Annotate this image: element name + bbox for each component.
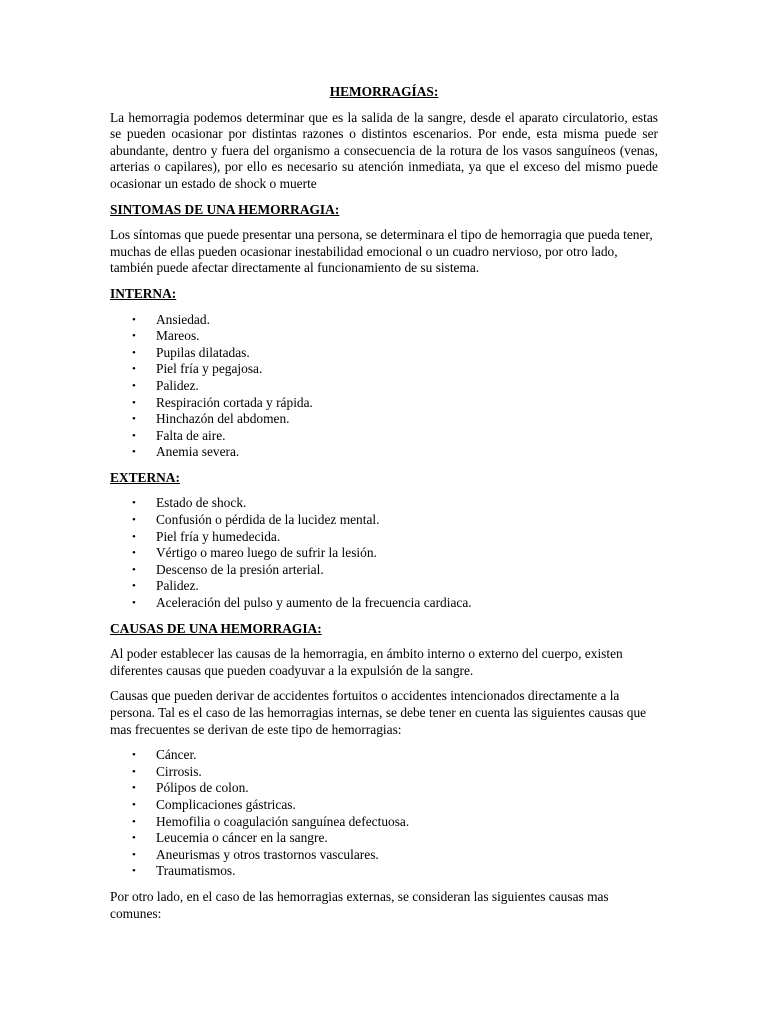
- list-item: • Hinchazón del abdomen.: [132, 411, 290, 427]
- causas-paragraph-3: Por otro lado, en el caso de las hemorragias externas, se consideran las siguientes causas mas comunes:: [110, 888, 609, 921]
- bullet-icon: •: [132, 363, 136, 376]
- list-item: • Pólipos de colon.: [132, 780, 249, 796]
- list-item: • Palidez.: [132, 377, 199, 393]
- list-item: • Piel fría y pegajosa.: [132, 361, 263, 377]
- document-title: HEMORRAGÍAS:: [329, 84, 439, 99]
- list-item: • Confusión o pérdida de la lucidez mental.: [132, 512, 380, 528]
- bullet-icon: •: [132, 832, 136, 845]
- bullet-icon: •: [132, 413, 136, 426]
- bullet-icon: •: [132, 563, 136, 576]
- bullet-icon: •: [132, 313, 136, 326]
- interna-list: [110, 312, 658, 461]
- causas-paragraph-1: Al poder establecer las causas de la hemorragia, en ámbito interno o externo del cuerpo, existen diferentes causas que pueden coadyuvar a la expulsión de la sangre.: [110, 646, 623, 678]
- bullet-icon: •: [132, 497, 136, 510]
- bullet-icon: •: [132, 429, 136, 442]
- list-item: • Leucemia o cáncer en la sangre.: [132, 830, 328, 846]
- bullet-icon: •: [132, 346, 136, 359]
- list-item: • Traumatismos.: [132, 863, 236, 879]
- document-page: [110, 84, 658, 931]
- bullet-icon: •: [132, 330, 136, 343]
- sintomas-heading: SINTOMAS DE UNA HEMORRAGIA:: [110, 201, 340, 217]
- bullet-icon: •: [132, 765, 136, 778]
- list-item: • Aneurismas y otros trastornos vasculares.: [132, 846, 379, 862]
- bullet-icon: •: [132, 547, 136, 560]
- bullet-icon: •: [132, 379, 136, 392]
- list-item: • Ansiedad.: [132, 311, 210, 327]
- bullet-icon: •: [132, 782, 136, 795]
- externa-heading: EXTERNA:: [110, 469, 180, 485]
- causas-list: [110, 747, 658, 880]
- list-item: • Pupilas dilatadas.: [132, 344, 250, 360]
- list-item: • Cirrosis.: [132, 763, 202, 779]
- list-item: • Complicaciones gástricas.: [132, 796, 296, 812]
- interna-heading: INTERNA:: [110, 285, 177, 301]
- list-item: • Aceleración del pulso y aumento de la frecuencia cardiaca.: [132, 595, 472, 611]
- sintomas-paragraph: Los síntomas que puede presentar una persona, se determinara el tipo de hemorragia que pueda tener, muchas de ellas pueden ocasionar inestabilidad emocional o un cuadro nervioso, por otro lado, también puede afectar directamente al funcionamiento de su sistema.: [110, 227, 653, 276]
- list-item: • Anemia severa.: [132, 444, 240, 460]
- externa-list: [110, 495, 658, 611]
- list-item: • Estado de shock.: [132, 495, 247, 511]
- bullet-icon: •: [132, 865, 136, 878]
- causas-paragraph-2: Causas que pueden derivar de accidentes fortuitos o accidentes intencionados directamente a la persona. Tal es el caso de las hemorragias internas, se debe tener en cuenta las siguientes causas que mas frecuentes se derivan de este tipo de hemorragias:: [110, 688, 647, 737]
- bullet-icon: •: [132, 514, 136, 527]
- intro-paragraph: La hemorragia podemos determinar que es la salida de la sangre, desde el aparato circulatorio, estas se pueden ocasionar por distintas razones o distintos escenarios. Por ende, esta misma puede ser abundante, dentro y fuera del organismo a consecuencia de la rotura de los vasos sanguíneos (venas, arterias o capilares), por ello es necesario su atención inmediata, ya que el exceso del mismo puede ocasionar un estado de shock o muerte: [110, 109, 658, 191]
- list-item: • Vértigo o mareo luego de sufrir la lesión.: [132, 545, 377, 561]
- list-item: • Respiración cortada y rápida.: [132, 394, 313, 410]
- list-item: • Palidez.: [132, 578, 199, 594]
- list-item: • Descenso de la presión arterial.: [132, 561, 324, 577]
- list-item: • Mareos.: [132, 328, 200, 344]
- bullet-icon: •: [132, 530, 136, 543]
- list-item: • Piel fría y humedecida.: [132, 528, 281, 544]
- list-item: • Falta de aire.: [132, 427, 226, 443]
- bullet-icon: •: [132, 798, 136, 811]
- bullet-icon: •: [132, 446, 136, 459]
- bullet-icon: •: [132, 580, 136, 593]
- causas-heading: CAUSAS DE UNA HEMORRAGIA:: [110, 620, 322, 636]
- list-item: • Cáncer.: [132, 747, 197, 763]
- bullet-icon: •: [132, 597, 136, 610]
- list-item: • Hemofilia o coagulación sanguínea defectuosa.: [132, 813, 410, 829]
- bullet-icon: •: [132, 396, 136, 409]
- bullet-icon: •: [132, 815, 136, 828]
- bullet-icon: •: [132, 848, 136, 861]
- bullet-icon: •: [132, 749, 136, 762]
